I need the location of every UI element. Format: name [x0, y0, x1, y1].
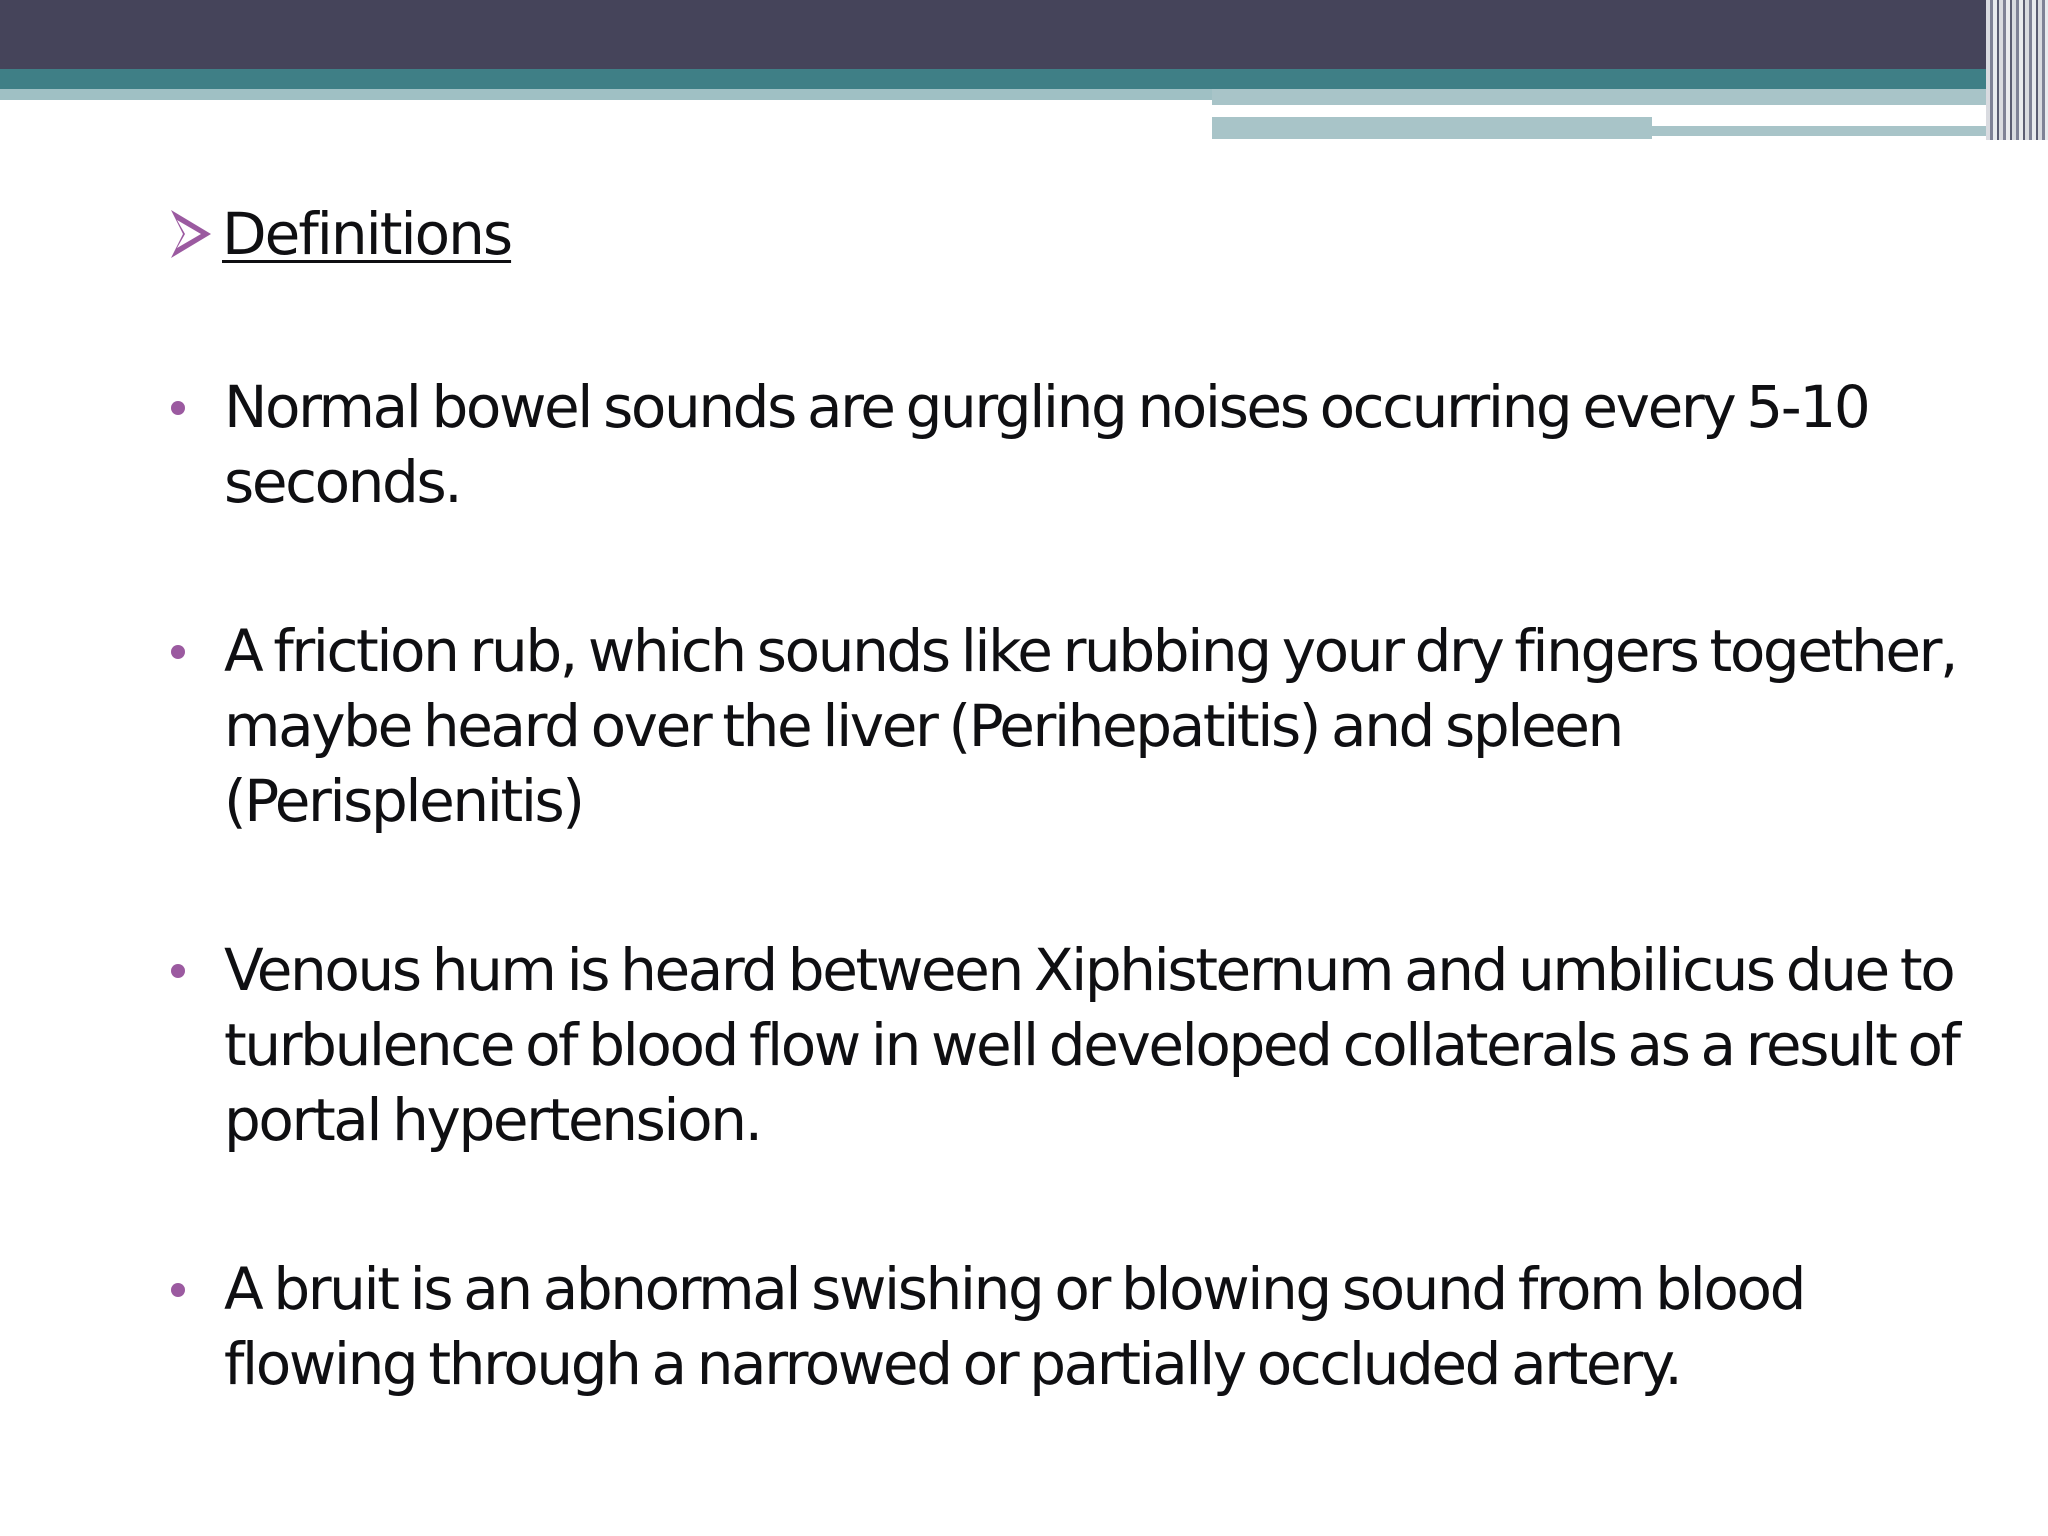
bullet-dot-icon: [168, 933, 224, 1009]
bullet-dot-icon: [168, 614, 224, 690]
heading-row: [168, 196, 1988, 272]
list-item: [168, 370, 1988, 520]
header-right-stripes: [1986, 0, 2048, 140]
header-teal-band: [0, 69, 2048, 89]
header-light-band-lower: [1212, 117, 1652, 139]
bullet-text: Normal bowel sounds are gurgling noises occurring every 5-10 seconds.: [224, 373, 1869, 516]
header-light-band-left: [0, 89, 1212, 100]
bullet-text: Venous hum is heard between Xiphisternum and umbilicus due to turbulence of blood flow in well developed collaterals as a result of portal hypertension.: [224, 936, 1959, 1154]
slide-content: [168, 196, 1988, 1496]
list-item: [168, 614, 1988, 839]
bullet-text: A friction rub, which sounds like rubbing your dry fingers together, maybe heard over the liver (Perihepatitis) and spleen (Perisplenitis): [224, 617, 1957, 835]
header-light-band-lower-right: [1652, 126, 2002, 136]
bullet-dot-icon: [168, 370, 224, 446]
list-item: [168, 933, 1988, 1158]
header-light-band-right: [1212, 89, 2002, 105]
slide-heading: Definitions: [222, 200, 512, 268]
arrowhead-bullet-icon: [168, 206, 214, 262]
header-dark-band: [0, 0, 2048, 69]
list-item: [168, 1252, 1988, 1402]
bullet-dot-icon: [168, 1252, 224, 1328]
bullet-list: [168, 370, 1988, 1402]
bullet-text: A bruit is an abnormal swishing or blowing sound from blood flowing through a narrowed or partially occluded artery.: [224, 1255, 1804, 1398]
